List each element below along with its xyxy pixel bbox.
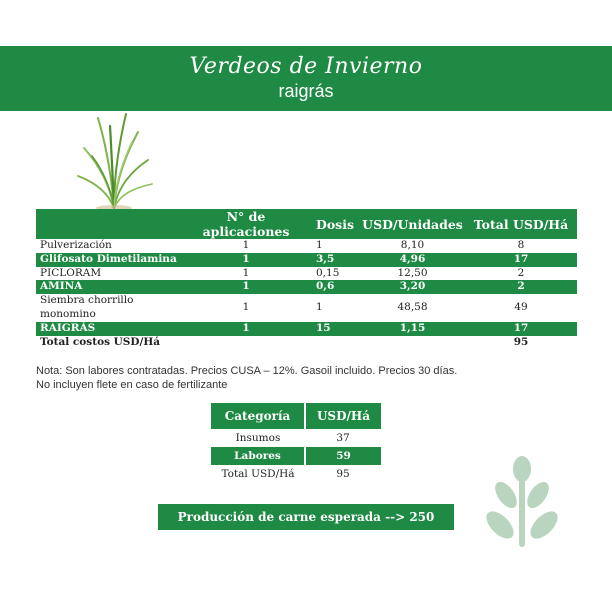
table-row (36, 239, 577, 253)
row-total: 49 (514, 301, 528, 314)
costs-table-header (36, 209, 577, 239)
table-row (36, 322, 577, 336)
grass-plant-icon (74, 112, 154, 212)
category-table-header (211, 403, 381, 429)
table-row (211, 465, 381, 483)
row-total: 17 (465, 253, 577, 267)
row-dosis: 0,6 (310, 280, 360, 294)
category-value: 59 (305, 447, 381, 465)
row-name: Pulverización (40, 239, 112, 251)
col-categoria: Categoría (211, 403, 305, 429)
row-name: AMINA (36, 280, 182, 294)
col-dosis: Dosis (310, 209, 360, 239)
row-usd: 3,20 (360, 280, 465, 294)
row-aplicaciones: 1 (242, 301, 250, 314)
col-usd-ha: USD/Há (305, 403, 381, 429)
row-name: Siembra chorrillo monomino (40, 294, 134, 320)
category-value: 95 (336, 468, 350, 480)
row-usd: 8,10 (400, 239, 425, 251)
row-dosis: 1 (316, 239, 323, 251)
total-value: 95 (513, 335, 529, 348)
row-aplicaciones: 1 (182, 280, 310, 294)
category-table (211, 403, 381, 483)
footnote-line-2: No incluyen flete en caso de fertilizante (36, 379, 228, 391)
col-item (36, 209, 182, 239)
col-usd-unidades: USD/Unidades (360, 209, 465, 239)
table-row (211, 429, 381, 447)
row-aplicaciones: 1 (182, 253, 310, 267)
header-banner (0, 46, 612, 111)
costs-table (36, 209, 577, 349)
table-total-row (36, 336, 577, 350)
row-name: PICLORAM (40, 266, 102, 279)
page-title: Verdeos de Invierno (189, 54, 423, 79)
row-usd: 4,96 (360, 253, 465, 267)
row-total: 17 (465, 322, 577, 336)
row-total: 8 (517, 239, 525, 251)
row-total: 2 (517, 266, 525, 279)
page-subtitle: raigrás (278, 81, 334, 101)
row-dosis: 0,15 (316, 266, 340, 279)
row-usd: 12,50 (397, 266, 428, 279)
table-row (36, 294, 577, 322)
row-dosis: 1 (316, 301, 323, 314)
row-total: 2 (465, 280, 577, 294)
category-value: 37 (336, 432, 350, 444)
row-name: Glifosato Dimetilamina (36, 253, 182, 267)
leaf-sprout-icon (484, 455, 560, 550)
footnote-line-1: Nota: Son labores contratadas. Precios CUSA – 12%. Gasoil incluido. Precios 30 días. (36, 365, 458, 377)
category-name: Insumos (235, 432, 281, 444)
col-aplicaciones: N° de aplicaciones (182, 209, 310, 239)
category-name: Labores (211, 447, 305, 465)
row-name: RAIGRÁS (36, 322, 182, 336)
row-aplicaciones: 1 (242, 239, 250, 251)
row-usd: 48,58 (397, 301, 428, 314)
table-row (36, 253, 577, 267)
table-row (36, 280, 577, 294)
table-row (36, 267, 577, 281)
row-aplicaciones: 1 (182, 322, 310, 336)
footnote (36, 364, 576, 392)
row-aplicaciones: 1 (242, 266, 250, 279)
row-usd: 1,15 (360, 322, 465, 336)
row-dosis: 15 (310, 322, 360, 336)
production-banner: Producción de carne esperada --> 250 Kg/Há (158, 504, 454, 530)
total-label: Total costos USD/Há (40, 335, 161, 348)
category-name: Total USD/Há (221, 468, 295, 480)
table-row (211, 447, 381, 465)
col-total-usd-ha: Total USD/Há (465, 209, 577, 239)
row-dosis: 3,5 (310, 253, 360, 267)
